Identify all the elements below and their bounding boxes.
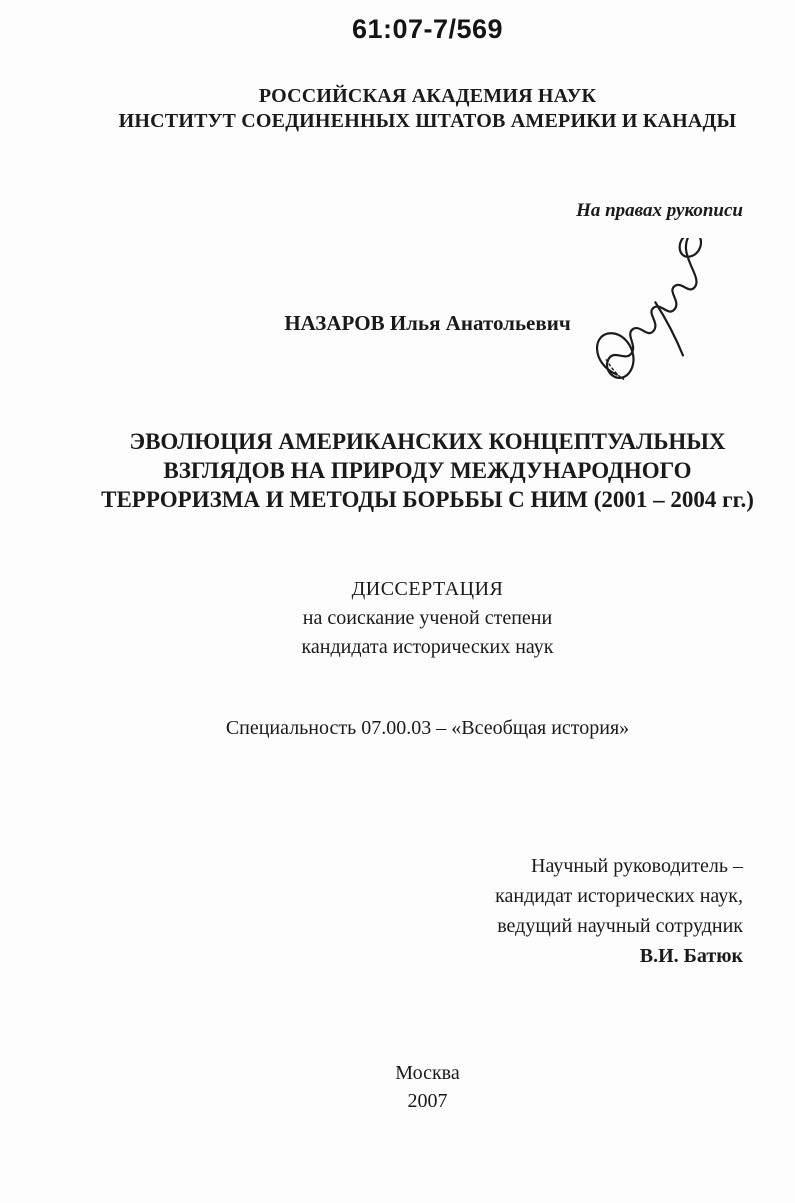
thesis-degree-block [60,575,795,662]
title-line-1: ЭВОЛЮЦИЯ АМЕРИКАНСКИХ КОНЦЕПТУАЛЬНЫХ [129,429,726,454]
thesis-label: ДИССЕРТАЦИЯ [351,578,504,600]
specialty-line: Специальность 07.00.03 – «Всеобщая история» [225,717,630,739]
supervisor-name: В.И. Батюк [639,945,743,967]
thesis-degree-line-2: на соискание ученой степени [302,607,553,629]
supervisor-block [495,851,743,971]
thesis-degree-line-3: кандидата исторических наук [301,636,554,658]
title-line-3: ТЕРРОРИЗМА И МЕТОДЫ БОРЬБЫ С НИМ (2001 – 2004 гг.) [101,487,754,512]
supervisor-line-2: кандидат исторических наук, [495,885,743,907]
imprint-year: 2007 [407,1090,448,1112]
title-line-2: ВЗГЛЯДОВ НА ПРИРОДУ МЕЖДУНАРОДНОГО [163,458,692,483]
institution-line-1: РОССИЙСКАЯ АКАДЕМИЯ НАУК [258,85,597,107]
catalog-number: 61:07-7/569 [351,14,504,44]
manuscript-rights-note: На правах рукописи [576,200,743,221]
supervisor-line-3: ведущий научный сотрудник [497,915,743,937]
imprint-city: Москва [395,1062,460,1084]
supervisor-line-1: Научный руководитель – [531,855,743,877]
signature-icon [596,238,794,403]
institution-line-2: ИНСТИТУТ СОЕДИНЕННЫХ ШТАТОВ АМЕРИКИ И КАНАДЫ [118,110,737,132]
author-name: НАЗАРОВ Илья Анатольевич [284,311,571,335]
imprint-block [60,1059,795,1115]
institution-header [60,84,795,134]
dissertation-title [60,427,795,514]
